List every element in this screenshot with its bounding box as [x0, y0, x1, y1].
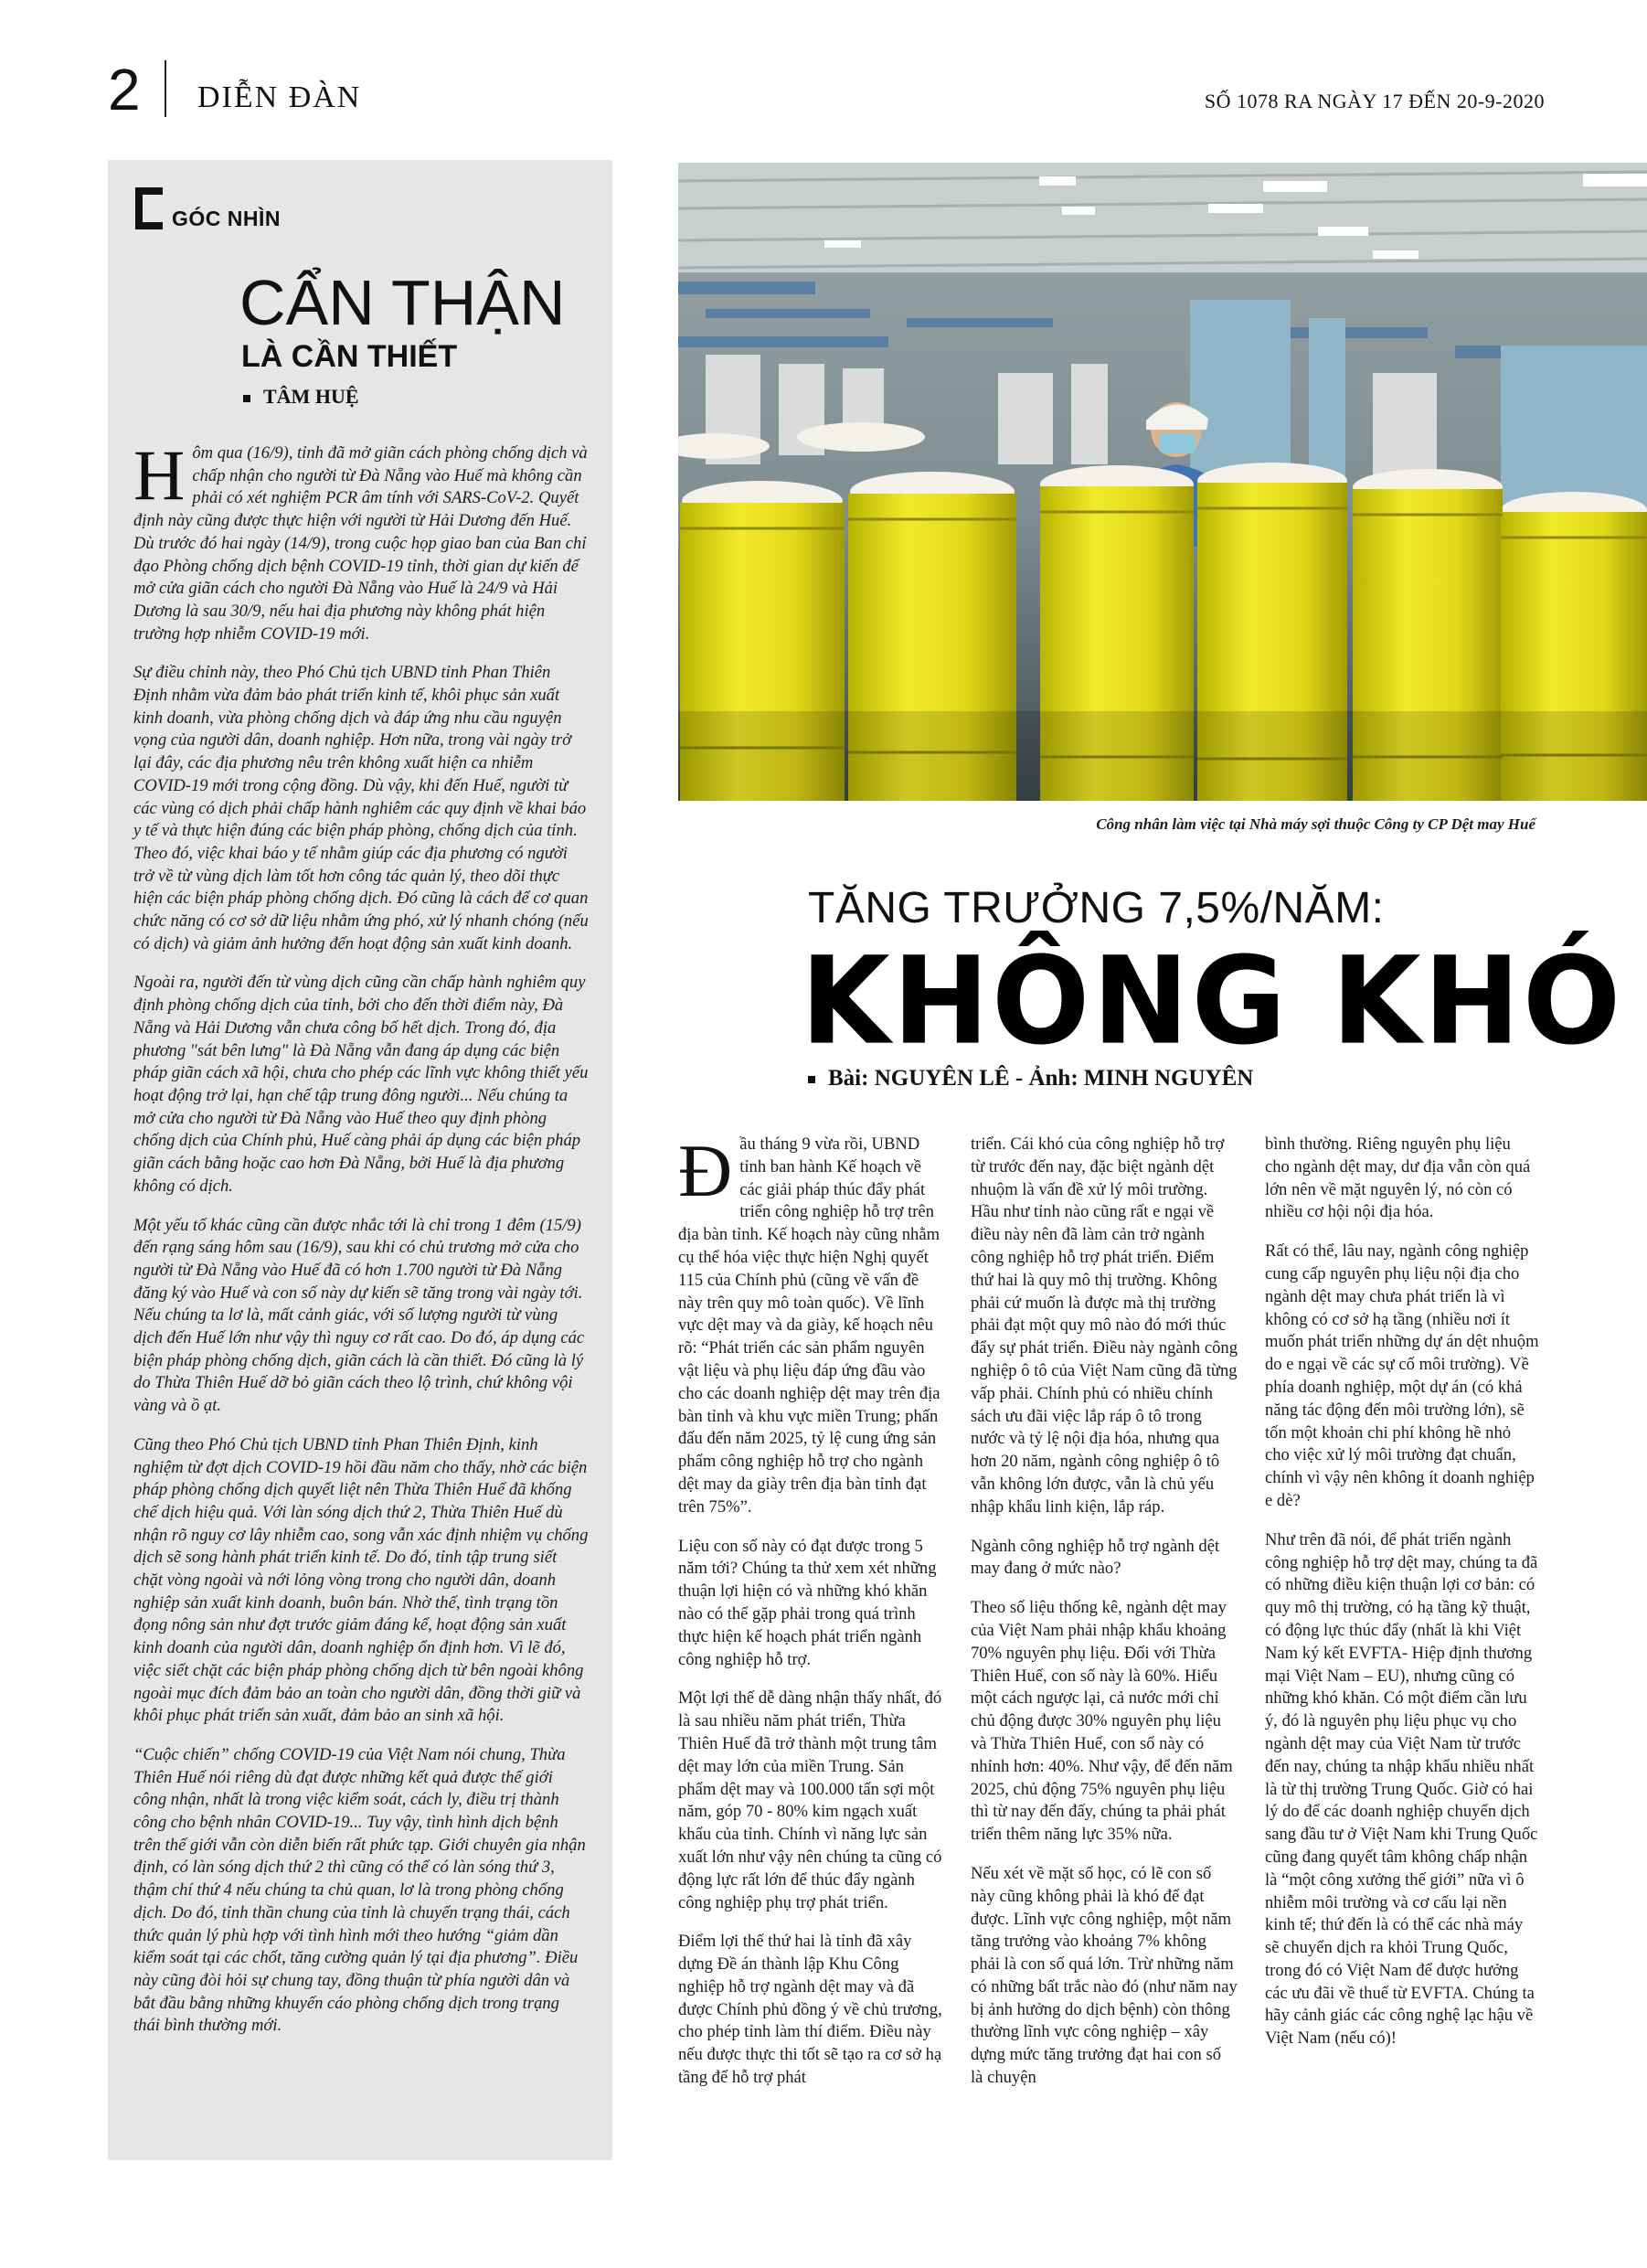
article-paragraph-text: ầu tháng 9 vừa rồi, UBND tỉnh ban hành Kế hoạch về các giải pháp thúc đẩy phát triển công nghiệp hỗ trợ trên địa bàn tỉnh. Kế hoạch này cũng nhằm cụ thể hóa việc thực hiện Nghị quyết 115 của Chính phủ (cũng về vấn đề này trên quy mô toàn quốc). Về lĩnh vực dệt may và da giày, kế hoạch nêu rõ: “Phát triển các sản phẩm nguyên vật liệu và phụ liệu đáp ứng đầu vào cho các doanh nghiệp dệt may trên địa bàn tỉnh và khu vực miền Trung; phấn đấu đến năm 2025, tỷ lệ cung ứng sản phẩm công nghiệp hỗ trợ cho ngành dệt may da giày trên địa bàn tỉnh đạt trên 75%”.: [678, 1134, 940, 1517]
article-paragraph: [678, 1129, 943, 1519]
column-label: GÓC NHÌN: [172, 207, 281, 230]
article-paragraph: Rất có thể, lâu nay, ngành công nghiệp cung cấp nguyên phụ liệu nội địa cho ngành dệt may chưa phát triển là vì không có cơ sở hạ tầng (nhiều nơi ít muốn phát triển những dự án dệt nhuộm do e ngại về các sự cố môi trường). Về phía doanh nghiệp, một dự án (có khả năng tác động đến môi trường lớn), sẽ tốn một khoản chi phí không hề nhỏ cho việc xử lý môi trường đạt chuẩn, chính vì vậy nên không ít doanh nghiệp e dè?: [1265, 1241, 1539, 1510]
article-byline-text: Bài: NGUYÊN LÊ - Ảnh: MINH NGUYÊN: [828, 1066, 1254, 1091]
section-title: DIỄN ĐÀN: [197, 80, 362, 114]
bullet-square-icon: [243, 395, 250, 402]
bracket-icon: [135, 187, 163, 229]
bullet-square-icon: [808, 1076, 815, 1083]
article-paragraph: Nếu xét về mặt số học, có lẽ con số này cũng không phải là khó để đạt được. Lĩnh vực công nghiệp, một năm tăng trưởng vào khoảng 7% không phải là con số quá lớn. Trừ những năm có những bất trắc nào đó (như năm nay bị ảnh hưởng do dịch bệnh) còn thông thường lĩnh vực công nghiệp – xây dựng mức tăng trưởng đạt hai con số là chuyện: [971, 1863, 1238, 2088]
article-paragraph: Liệu con số này có đạt được trong 5 năm tới? Chúng ta thử xem xét những thuận lợi hiện có và những khó khăn nào có thể gặp phải trong quá trình thực hiện kế hoạch phát triển ngành công nghiệp hỗ trợ.: [678, 1536, 937, 1669]
article-headline: KHÔNG KHÓ: [801, 930, 1624, 1072]
column-paragraph: Sự điều chỉnh này, theo Phó Chủ tịch UBND tỉnh Phan Thiên Định nhằm vừa đảm bảo phát triển kinh tế, khôi phục sản xuất kinh doanh, vừa phòng chống dịch và đáp ứng nhu cầu nguyện vọng của người dân, doanh nghiệp. Hơn nữa, trong vài ngày trở lại đây, các địa phương nêu trên không xuất hiện ca nhiễm COVID-19 mới trong cộng đồng. Dù vậy, khi đến Huế, người từ các vùng có dịch phải chấp hành nghiêm các quy định về khai báo y tế và thực hiện đúng các biện pháp phòng, chống dịch của tỉnh. Theo đó, việc khai báo y tế nhằm giúp các địa phương có người trở về từ vùng dịch làm tốt hơn công tác quản lý, theo dõi thực hiện các biện pháp phòng chống dịch. Đó cũng là cách để cơ quan chức năng có cơ sở dữ liệu nhằm ứng phó, xử lý nhanh chóng (nếu có dịch) và giảm ảnh hưởng đến hoạt động sản xuất kinh doanh.: [133, 663, 589, 953]
article-column-2: [971, 1134, 1238, 2106]
article-kicker: TĂNG TRƯỞNG 7,5%/NĂM:: [808, 884, 1385, 932]
header-divider: [165, 60, 166, 117]
column-body: [133, 435, 589, 2054]
article-paragraph: Như trên đã nói, để phát triển ngành công nghiệp hỗ trợ dệt may, chúng ta đã có những điều kiện thuận lợi cơ bản: có quy mô thị trường, có hạ tầng kỹ thuật, có động lực thúc đẩy (nhất là khi Việt Nam ký kết EVFTA- Hiệp định thương mại Việt Nam – EU), nhưng cũng có những khó khăn. Có một điểm cần lưu ý, đó là nguyên phụ liệu phục vụ cho ngành dệt may của Việt Nam từ trước đến nay, chúng ta nhập khẩu nhiều nhất là từ thị trường Trung Quốc. Giờ có hai lý do để các doanh nghiệp chuyển dịch sang đầu tư ở Việt Nam khi Trung Quốc cũng đang quyết tâm không chấp nhận là “một công xưởng thế giới” nữa vì ô nhiễm môi trường và cơ cấu lại nền kinh tế; thứ đến là có thể các nhà máy sẽ chuyển dịch ra khỏi Trung Quốc, trong đó có Việt Nam để được hưởng các ưu đãi về thuế từ EVFTA. Chúng ta hãy cảnh giác các công nghệ lạc hậu về Việt Nam (nếu có)!: [1265, 1529, 1538, 2049]
article-paragraph: Một lợi thế dễ dàng nhận thấy nhất, đó là sau nhiều năm phát triển, Thừa Thiên Huế đã trở thành một trung tâm dệt may lớn của miền Trung. Sản phẩm dệt may và 100.000 tấn sợi một năm, góp 70 - 80% kim ngạch xuất khẩu của tỉnh. Chính vì năng lực sản xuất lớn như vậy nên chúng ta cũng có động lực rất lớn để thúc đẩy ngành công nghiệp phụ trợ phát triển.: [678, 1688, 942, 1912]
column-paragraph: Một yếu tố khác cũng cần được nhắc tới là chỉ trong 1 đêm (15/9) đến rạng sáng hôm sau (16/9), sau khi có chủ trương mở cửa cho người từ Đà Nẵng vào Huế đã có hơn 1.700 người từ Đà Nẵng đăng ký vào Huế và con số này dự kiến sẽ tăng trong vài ngày tới. Nếu chúng ta lơ là, mất cảnh giác, với số lượng người từ vùng dịch đến Huế lớn như vậy thì nguy cơ rất cao. Do đó, áp dụng các biện pháp phòng chống dịch, giãn cách là cần thiết. Đó cũng là lý do Thừa Thiên Huế dỡ bỏ giãn cách theo lộ trình, chứ không vội vàng và ồ ạt.: [133, 1215, 585, 1416]
article-paragraph: bình thường. Riêng nguyên phụ liệu cho ngành dệt may, dư địa vẫn còn quá lớn nên về mặt nguyên lý, nó còn có nhiều cơ hội nội địa hóa.: [1265, 1134, 1531, 1222]
issue-date: SỐ 1078 RA NGÀY 17 ĐẾN 20-9-2020: [1204, 90, 1545, 112]
column-paragraph: “Cuộc chiến” chống COVID-19 của Việt Nam nói chung, Thừa Thiên Huế nói riêng dù đạt được những kết quả được thế giới công nhận, nhất là trong việc kiểm soát, cách ly, điều trị thành công cho bệnh nhân COVID-19... Tuy vậy, tình hình dịch bệnh trên thế giới vẫn còn diễn biến rất phức tạp. Giới chuyên gia nhận định, có làn sóng dịch thứ 2 thì cũng có thể có làn sóng thứ 3, thậm chí thứ 4 nếu chúng ta chủ quan, lơ là trong phòng chống dịch. Do đó, tỉnh thần chung của tỉnh là chuyển trạng thái, cách thức quản lý phù hợp với tình hình mới theo hướng “giảm dần kiểm soát tại các chốt, tăng cường quản lý tại địa phương”. Điều này cũng đòi hỏi sự chung tay, đồng thuận từ phía người dân và bắt đầu bằng những khuyến cáo phòng chống dịch trong trạng thái bình thường mới.: [133, 1744, 586, 2036]
column-paragraph: Ngoài ra, người đến từ vùng dịch cũng cần chấp hành nghiêm quy định phòng chống dịch của tỉnh, bởi cho đến thời điểm này, Đà Nẵng và Hải Dương vẫn chưa công bố hết dịch. Trong đó, địa phương "sát bên lưng" là Đà Nẵng vẫn đang áp dụng các biện pháp giãn cách xã hội, chưa cho phép các lĩnh vực không thiết yếu hoạt động trở lại, hạn chế tập trung đông người... Nếu chúng ta mở cửa cho người từ Đà Nẵng vào Huế theo quy định phòng chống dịch của Chính phủ, Huế càng phải áp dụng các biện pháp giãn cách bằng hoặc cao hơn Đà Nẵng, bởi Huế là địa phương không có dịch.: [133, 973, 589, 1196]
column-title-line1: CẨN THẬN: [239, 267, 566, 338]
column-paragraph: [133, 435, 589, 645]
column-paragraph-text: ôm qua (16/9), tỉnh đã mở giãn cách phòng chống dịch và chấp nhận cho người từ Đà Nẵng vào Huế mà không cần phải có xét nghiệm PCR âm tính với SARS-CoV-2. Quyết định này cũng được thực hiện với người từ Hải Dương đến Huế. Dù trước đó hai ngày (14/9), trong cuộc họp giao ban của Ban chỉ đạo Phòng chống dịch bệnh COVID-19 tỉnh, thời gian dự kiến để mở cửa giãn cách cho người Đà Nẵng vào Huế là 24/9 và Hải Dương là sau 30/9, nếu hai địa phương này không phát hiện trường hợp nhiễm COVID-19 mới.: [133, 443, 588, 644]
article-column-1: [678, 1129, 943, 2106]
column-author: [243, 385, 359, 409]
factory-photo: [678, 163, 1647, 801]
photo-caption: Công nhân làm việc tại Nhà máy sợi thuộc Công ty CP Dệt may Huế: [1096, 815, 1535, 833]
column-author-name: TÂM HUỆ: [263, 385, 359, 408]
article-column-3: [1265, 1134, 1539, 2067]
drop-cap: H: [133, 435, 186, 515]
page-number: 2: [108, 57, 141, 122]
article-paragraph: triển. Cái khó của công nghiệp hỗ trợ từ trước đến nay, đặc biệt ngành dệt nhuộm là vấn đề xử lý môi trường. Hầu như tỉnh nào cũng rất e ngại về điều này nên đã làm cản trở ngành công nghiệp hỗ trợ phát triển. Điểm thứ hai là quy mô thị trường. Không phải cứ muốn là được mà thị trường phải đạt một quy mô nào đó mới thúc đẩy sự phát triển. Điều này ngành công nghiệp ô tô của Việt Nam cũng đã từng vấp phải. Chính phủ có nhiều chính sách ưu đãi việc lắp ráp ô tô trong nước và tỷ lệ nội địa hóa, nhưng qua hơn 20 năm, ngành công nghiệp ô tô vẫn không lớn được, vẫn là chủ yếu nhập khẩu linh kiện, lắp ráp.: [971, 1134, 1238, 1517]
article-paragraph: Ngành công nghiệp hỗ trợ ngành dệt may đang ở mức nào?: [971, 1536, 1220, 1579]
article-paragraph: Điểm lợi thế thứ hai là tỉnh đã xây dựng Đề án thành lập Khu Công nghiệp hỗ trợ ngành dệt may và đã được Chính phủ đồng ý về chủ trương, cho phép tỉnh làm thí điểm. Điều này nếu được thực thi tốt sẽ tạo ra cơ sở hạ tầng để hỗ trợ phát: [678, 1932, 942, 2088]
column-paragraph: Cũng theo Phó Chủ tịch UBND tỉnh Phan Thiên Định, kinh nghiệm từ đợt dịch COVID-19 hồi đầu năm cho thấy, nhờ các biện pháp phòng chống dịch quyết liệt nên Thừa Thiên Huế đã khống chế dịch hiệu quả. Với làn sóng dịch thứ 2, Thừa Thiên Huế dù nhận rõ nguy cơ lây nhiễm cao, song vẫn xác định nhiệm vụ chống dịch sẽ song hành phát triển kinh tế. Do đó, tỉnh tập trung siết chặt vòng ngoài và nới lỏng vòng trong cho người dân, doanh nghiệp sản xuất kinh doanh, buôn bán. Nhờ thế, tình trạng tồn đọng nông sản như đợt trước giảm đáng kể, hoạt động sản xuất kinh doanh của người dân, doanh nghiệp ổn định hơn. Vì lẽ đó, việc siết chặt các biện pháp phòng chống dịch từ bên ngoài không ngoài mục đích đảm bảo an toàn cho người dân, đồng thời giữ và khôi phục phát triển sản xuất, đảm bảo an sinh xã hội.: [133, 1434, 589, 1726]
article-byline: [808, 1066, 1253, 1091]
article-paragraph: Theo số liệu thống kê, ngành dệt may của Việt Nam phải nhập khẩu khoảng 70% nguyên phụ liệu. Đối với Thừa Thiên Huế, con số này là 60%. Hiểu một cách ngược lại, cả nước mới chỉ chủ động được 30% nguyên phụ liệu và Thừa Thiên Huế, con số này có nhỉnh hơn: 40%. Như vậy, để đến năm 2025, chủ động 75% nguyên phụ liệu thì từ nay đến đấy, chúng ta phải phát triển thêm năng lực 35% nữa.: [971, 1598, 1233, 1845]
drop-cap: Đ: [678, 1129, 733, 1212]
column-title-line2: LÀ CẦN THIẾT: [241, 339, 458, 374]
